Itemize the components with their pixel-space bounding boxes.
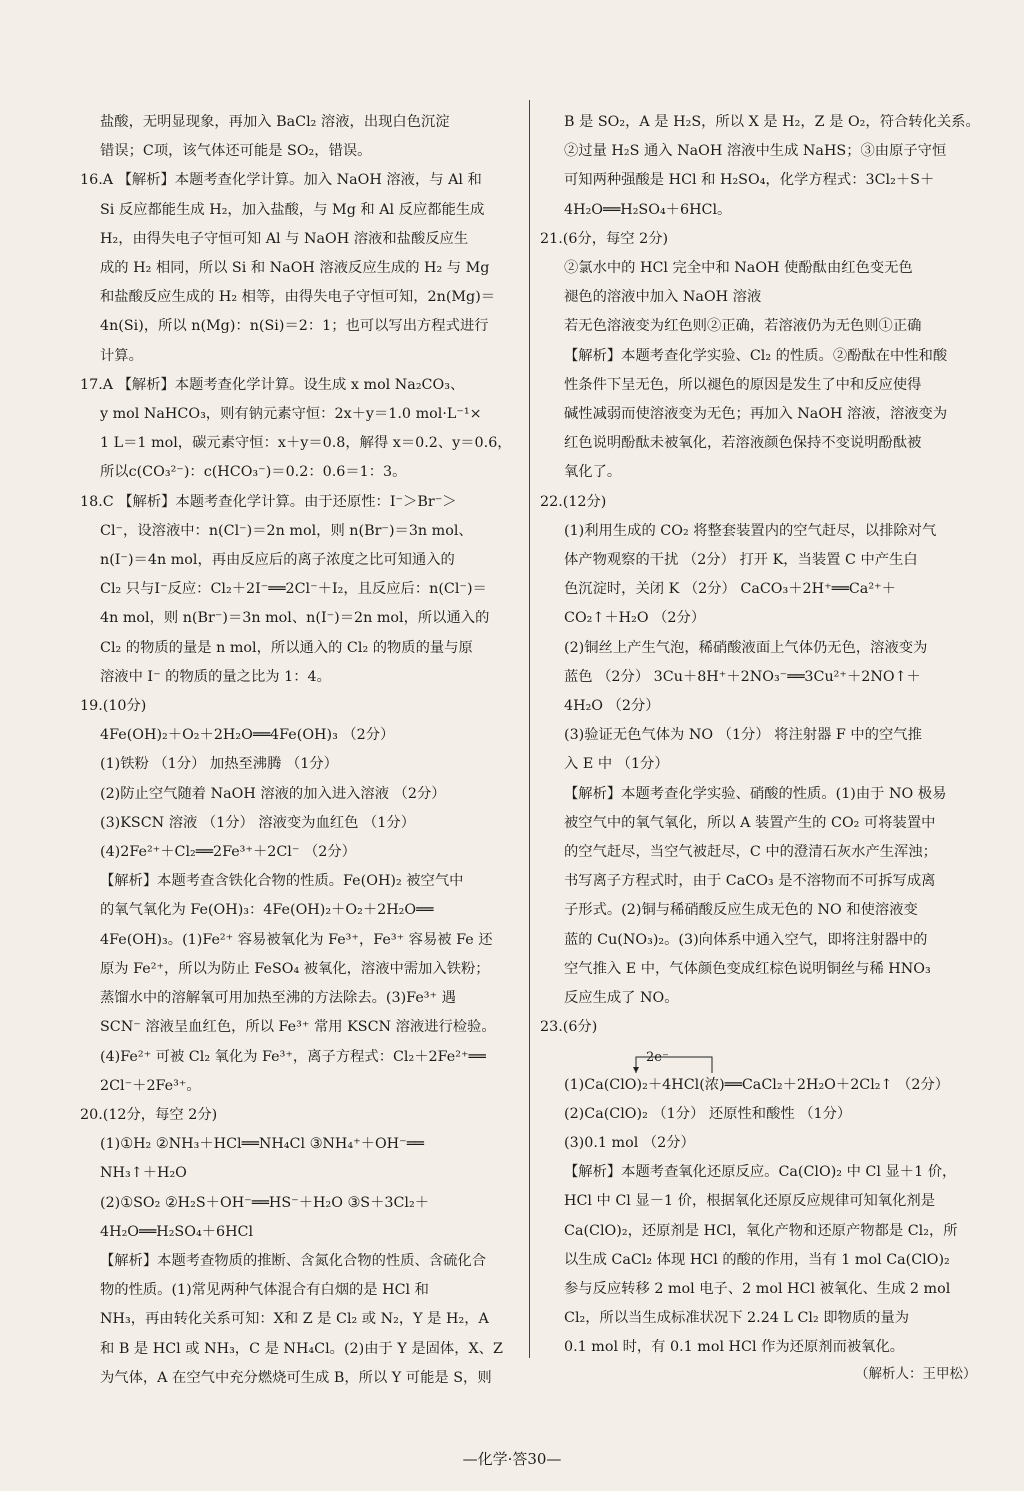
text-line: 18.C 【解析】本题考查化学计算。由于还原性：I⁻＞Br⁻＞ bbox=[80, 493, 457, 510]
text-line: Cl⁻，设溶液中：n(Cl⁻)＝2n mol，则 n(Br⁻)＝3n mol、 bbox=[100, 522, 473, 539]
electron-transfer-annotation bbox=[540, 1043, 985, 1071]
text-line: Si 反应都能生成 H₂，加入盐酸，与 Mg 和 Al 反应都能生成 bbox=[100, 201, 485, 218]
text-line: 成的 H₂ 相同，所以 Si 和 NaOH 溶液反应生成的 H₂ 与 Mg bbox=[100, 260, 490, 277]
text-line: 空气推入 E 中，气体颜色变成红棕色说明铜丝与稀 HNO₃ bbox=[564, 960, 931, 977]
text-line: 23.(6分) bbox=[540, 1019, 598, 1036]
text-line: 被空气中的氧气氧化，所以 A 装置产生的 CO₂ 可将装置中 bbox=[564, 814, 936, 831]
text-line: NH₃，再由转化关系可知：X和 Z 是 Cl₂ 或 N₂，Y 是 H₂，A bbox=[100, 1311, 489, 1328]
text-line: NH₃↑＋H₂O bbox=[100, 1165, 187, 1182]
text-line: 2Cl⁻＋2Fe³⁺。 bbox=[100, 1077, 201, 1094]
text-line: Cl₂ 只与I⁻反应：Cl₂＋2I⁻══2Cl⁻＋I₂，且反应后：n(Cl⁻)＝ bbox=[100, 581, 487, 598]
text-line: CO₂↑＋H₂O （2分） bbox=[564, 610, 706, 627]
text-line: 所以c(CO₃²⁻)：c(HCO₃⁻)＝0.2：0.6＝1：3。 bbox=[100, 464, 407, 481]
text-line: 以生成 CaCl₂ 体现 HCl 的酸的作用，当有 1 mol Ca(ClO)₂ bbox=[564, 1251, 950, 1268]
text-line: Ca(ClO)₂，还原剂是 HCl，氧化产物和还原产物都是 Cl₂，所 bbox=[564, 1222, 958, 1239]
text-line: 蓝的 Cu(NO₃)₂。(3)向体系中通入空气，即将注射器中的 bbox=[564, 931, 928, 948]
text-line: 体产物观察的干扰 （2分） 打开 K，当装置 C 中产生白 bbox=[564, 552, 918, 569]
analyst-signature: （解析人：王甲松） bbox=[855, 1366, 977, 1382]
text-line: SCN⁻ 溶液呈血红色，所以 Fe³⁺ 常用 KSCN 溶液进行检验。 bbox=[100, 1019, 496, 1036]
text-line: 4H₂O （2分） bbox=[564, 698, 660, 715]
text-line: 可知两种强酸是 HCl 和 H₂SO₄，化学方程式：3Cl₂＋S＋ bbox=[564, 172, 935, 189]
text-line: 和盐酸反应生成的 H₂ 相等，由得失电子守恒可知，2n(Mg)＝ bbox=[100, 289, 496, 306]
text-line: 21.(6分，每空 2分) bbox=[540, 230, 669, 247]
text-line: 4n(Si)，所以 n(Mg)：n(Si)＝2：1；也可以写出方程式进行 bbox=[100, 318, 489, 335]
electron-transfer-label: 2e⁻ bbox=[646, 1049, 669, 1065]
text-line: 22.(12分) bbox=[540, 493, 607, 510]
text-line: (2)防止空气随着 NaOH 溶液的加入进入溶液 （2分） bbox=[100, 785, 446, 802]
text-line: (1)利用生成的 CO₂ 将整套装置内的空气赶尽，以排除对气 bbox=[564, 522, 937, 539]
text-line: y mol NaHCO₃，则有钠元素守恒：2x＋y＝1.0 mol·L⁻¹× bbox=[100, 406, 482, 423]
text-line: HCl 中 Cl 显－1 价，根据氧化还原反应规律可知氧化剂是 bbox=[564, 1193, 935, 1210]
text-line: H₂，由得失电子守恒可知 Al 与 NaOH 溶液和盐酸反应生 bbox=[100, 230, 469, 247]
text-line: 反应生成了 NO。 bbox=[564, 990, 679, 1007]
text-line: (1)铁粉 （1分） 加热至沸腾 （1分） bbox=[100, 756, 338, 773]
text-line: Cl₂ 的物质的量是 n mol，所以通入的 Cl₂ 的物质的量与原 bbox=[100, 639, 473, 656]
text-line: 4Fe(OH)₂＋O₂＋2H₂O══4Fe(OH)₃ （2分） bbox=[100, 727, 395, 744]
text-line: 物的性质。(1)常见两种气体混合有白烟的是 HCl 和 bbox=[100, 1282, 429, 1299]
text-line: 【解析】本题考查物质的推断、含氮化合物的性质、含硫化合 bbox=[100, 1252, 487, 1269]
text-line: (2)①SO₂ ②H₂S＋OH⁻══HS⁻＋H₂O ③S＋3Cl₂＋ bbox=[100, 1194, 430, 1211]
text-line: 16.A 【解析】本题考查化学计算。加入 NaOH 溶液，与 Al 和 bbox=[80, 172, 482, 189]
text-line: B 是 SO₂，A 是 H₂S，所以 X 是 H₂，Z 是 O₂，符合转化关系。 bbox=[564, 114, 980, 130]
text-line: 红色说明酚酞未被氧化，若溶液颜色保持不变说明酚酞被 bbox=[564, 435, 922, 452]
text-line: 碱性减弱而使溶液变为无色；再加入 NaOH 溶液，溶液变为 bbox=[564, 406, 948, 423]
text-line: 溶液中 I⁻ 的物质的量之比为 1：4。 bbox=[100, 668, 331, 685]
text-line: 蒸馏水中的溶解氧可用加热至沸的方法除去。(3)Fe³⁺ 遇 bbox=[100, 990, 456, 1007]
text-line: 4H₂O══H₂SO₄＋6HCl。 bbox=[564, 201, 732, 218]
text-line: 色沉淀时，关闭 K （2分） CaCO₃＋2H⁺══Ca²⁺＋ bbox=[564, 581, 896, 598]
text-line: 子形式。(2)铜与稀硝酸反应生成无色的 NO 和使溶液变 bbox=[564, 902, 918, 919]
text-line: (3)KSCN 溶液 （1分） 溶液变为血红色 （1分） bbox=[100, 814, 415, 831]
left-column bbox=[80, 108, 520, 1393]
text-line: 0.1 mol 时，有 0.1 mol HCl 作为还原剂而被氧化。 bbox=[564, 1339, 905, 1356]
text-line: n(I⁻)＝4n mol，再由反应后的离子浓度之比可知通入的 bbox=[100, 552, 455, 569]
right-column-part-a bbox=[540, 108, 985, 1043]
text-line: 错误；C项，该气体还可能是 SO₂，错误。 bbox=[100, 143, 372, 160]
text-line: (2)Ca(ClO)₂ （1分） 还原性和酸性 （1分） bbox=[564, 1105, 852, 1122]
text-line: 和 B 是 HCl 或 NH₃，C 是 NH₄Cl。(2)由于 Y 是固体，X、Z bbox=[100, 1340, 503, 1357]
text-line: (3)0.1 mol （2分） bbox=[564, 1134, 695, 1151]
text-line: 的氧气氧化为 Fe(OH)₃：4Fe(OH)₂＋O₂＋2H₂O══ bbox=[100, 902, 434, 919]
text-line: 【解析】本题考查化学实验、Cl₂ 的性质。②酚酞在中性和酸 bbox=[564, 347, 948, 364]
text-line: 氧化了。 bbox=[564, 464, 622, 481]
text-line: 17.A 【解析】本题考查化学计算。设生成 x mol Na₂CO₃、 bbox=[80, 376, 465, 393]
text-line: 【解析】本题考查含铁化合物的性质。Fe(OH)₂ 被空气中 bbox=[100, 873, 464, 890]
text-line: (4)Fe²⁺ 可被 Cl₂ 氧化为 Fe³⁺，离子方程式：Cl₂＋2Fe²⁺══ bbox=[100, 1048, 486, 1065]
page-footer: —化学·答30— bbox=[462, 1450, 562, 1468]
text-line: 20.(12分，每空 2分) bbox=[80, 1106, 218, 1123]
text-line: 4n mol，则 n(Br⁻)＝3n mol、n(I⁻)＝2n mol，所以通入的 bbox=[100, 610, 490, 627]
text-line: ②氯水中的 HCl 完全中和 NaOH 使酚酞由红色变无色 bbox=[564, 260, 913, 277]
text-line: 为气体，A 在空气中充分燃烧可生成 B，所以 Y 可能是 S，则 bbox=[100, 1369, 492, 1386]
right-column-part-b bbox=[540, 1071, 985, 1363]
text-line: (1)Ca(ClO)₂＋4HCl(浓)══CaCl₂＋2H₂O＋2Cl₂↑ （2分） bbox=[564, 1076, 950, 1093]
text-line: 盐酸，无明显现象，再加入 BaCl₂ 溶液，出现白色沉淀 bbox=[100, 114, 450, 130]
text-line: 参与反应转移 2 mol 电子、2 mol HCl 被氧化、生成 2 mol bbox=[564, 1280, 951, 1297]
text-line: 4Fe(OH)₃。(1)Fe²⁺ 容易被氧化为 Fe³⁺，Fe³⁺ 容易被 Fe 还 bbox=[100, 931, 493, 948]
text-line: 4H₂O══H₂SO₄＋6HCl bbox=[100, 1223, 254, 1240]
electron-transfer-arrow-icon bbox=[632, 1053, 722, 1075]
text-line: 入 E 中 （1分） bbox=[564, 756, 669, 773]
text-line: (3)验证无色气体为 NO （1分） 将注射器 F 中的空气推 bbox=[564, 727, 922, 744]
text-line: 原为 Fe²⁺，所以为防止 FeSO₄ 被氧化，溶液中需加入铁粉； bbox=[100, 960, 490, 977]
text-line: 1 L＝1 mol，碳元素守恒：x＋y＝0.8，解得 x＝0.2、y＝0.6， bbox=[100, 435, 512, 452]
text-line: 书写离子方程式时，由于 CaCO₃ 是不溶物而不可拆写成离 bbox=[564, 873, 936, 890]
text-line: 褪色的溶液中加入 NaOH 溶液 bbox=[564, 289, 762, 306]
text-line: 蓝色 （2分） 3Cu＋8H⁺＋2NO₃⁻══3Cu²⁺＋2NO↑＋ bbox=[564, 668, 921, 685]
text-line: 【解析】本题考查氧化还原反应。Ca(ClO)₂ 中 Cl 显＋1 价， bbox=[564, 1164, 957, 1181]
text-line: 若无色溶液变为红色则②正确，若溶液仍为无色则①正确 bbox=[564, 318, 922, 335]
text-line: (1)①H₂ ②NH₃＋HCl══NH₄Cl ③NH₄⁺＋OH⁻══ bbox=[100, 1136, 424, 1153]
text-line: 【解析】本题考查化学实验、硝酸的性质。(1)由于 NO 极易 bbox=[564, 785, 947, 802]
text-line: (4)2Fe²⁺＋Cl₂══2Fe³⁺＋2Cl⁻ （2分） bbox=[100, 844, 356, 861]
right-column bbox=[540, 108, 985, 1363]
text-line: (2)铜丝上产生气泡，稀硝酸液面上气体仍无色，溶液变为 bbox=[564, 639, 928, 656]
text-line: 的空气赶尽，当空气被赶尽，C 中的澄清石灰水产生浑浊； bbox=[564, 844, 937, 861]
text-line: 性条件下呈无色，所以褪色的原因是发生了中和反应使得 bbox=[564, 376, 922, 393]
text-line: Cl₂，所以当生成标准状况下 2.24 L Cl₂ 即物质的量为 bbox=[564, 1310, 910, 1327]
text-line: ②过量 H₂S 通入 NaOH 溶液中生成 NaHS；③由原子守恒 bbox=[564, 143, 947, 160]
text-line: 计算。 bbox=[100, 347, 143, 364]
column-divider bbox=[529, 100, 530, 1358]
text-line: 19.(10分) bbox=[80, 698, 147, 715]
